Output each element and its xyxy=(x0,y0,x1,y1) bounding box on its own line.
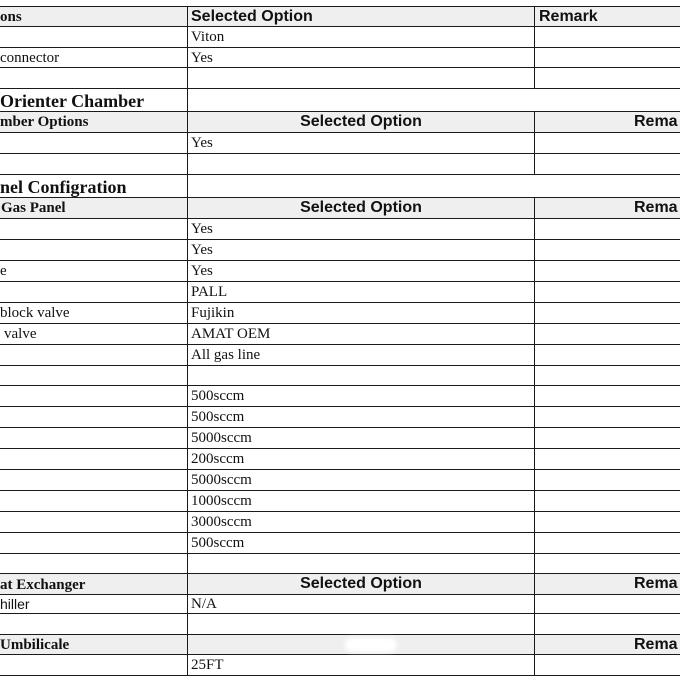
table-row: valve AMAT OEM xyxy=(0,324,680,345)
table-row: hiller N/A xyxy=(0,595,680,614)
table-header-row: Gas Panel Selected Option Rema xyxy=(0,198,680,219)
section-title-row xyxy=(0,89,680,112)
table-row xyxy=(0,154,680,175)
table-row: 5000sccm xyxy=(0,428,680,449)
header-selected-option: Selected Option xyxy=(191,8,313,25)
table-row: All gas line xyxy=(0,345,680,366)
table-row: block valve Fujikin xyxy=(0,303,680,324)
table-row: 25FT xyxy=(0,655,680,676)
table-header-row: Umbilicale Rema xyxy=(0,635,680,655)
table-header-row xyxy=(0,6,680,27)
table-row: 500sccm xyxy=(0,386,680,407)
table-row: 200sccm xyxy=(0,449,680,470)
table-row: e Yes xyxy=(0,261,680,282)
table-row xyxy=(0,554,680,574)
table-row: connector Yes xyxy=(0,48,680,68)
value-cell: Yes xyxy=(191,50,213,66)
table-row xyxy=(0,27,680,48)
table-row xyxy=(0,68,680,89)
table-row: 1000sccm xyxy=(0,491,680,512)
table-header-row: mber Options Selected Option Rema xyxy=(0,112,680,133)
section-title-orienter: Orienter Chamber xyxy=(0,91,145,111)
table-row: 3000sccm xyxy=(0,512,680,533)
value-cell: Yes xyxy=(191,135,213,151)
table-row xyxy=(0,366,680,386)
table-row: Yes xyxy=(0,240,680,261)
table-row: 5000sccm xyxy=(0,470,680,491)
value-cell: Viton xyxy=(191,29,225,45)
table-header-row: at Exchanger Selected Option Rema xyxy=(0,574,680,595)
table-row: Yes xyxy=(0,219,680,240)
table-row: 500sccm xyxy=(0,407,680,428)
header-options-label: ons xyxy=(0,9,22,25)
table-row xyxy=(0,133,680,154)
section-title-gas-panel: nel Configration xyxy=(0,177,127,197)
redaction-smudge xyxy=(345,638,397,652)
header-remark: Remark xyxy=(539,8,598,25)
table-row xyxy=(0,614,680,635)
table-row: 500sccm xyxy=(0,533,680,554)
table-row: PALL xyxy=(0,282,680,303)
section-title-row xyxy=(0,175,680,198)
